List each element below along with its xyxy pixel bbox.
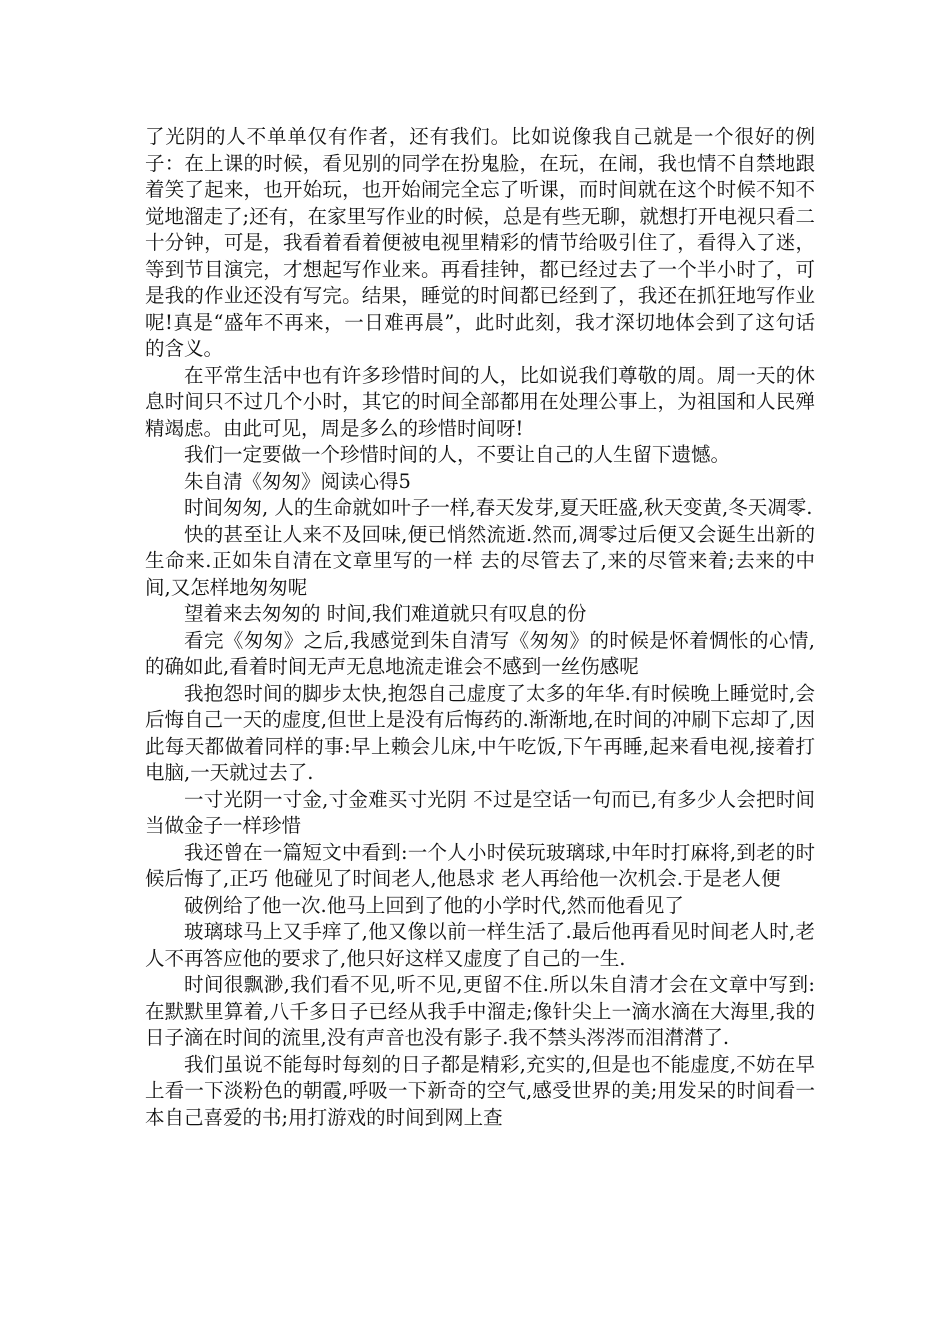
paragraph-6: 望着来去匆匆的 时间,我们难道就只有叹息的份 (184, 602, 587, 625)
paragraph-11: 破例给了他一次.他马上回到了他的小学时代,然而他看见了 (184, 893, 684, 917)
paragraph-4: 时间匆匆, 人的生命就如叶子一样,春天发芽,夏天旺盛,秋天变黄,冬天凋零. (184, 496, 813, 519)
paragraph-2: 在平常生活中也有许多珍惜时间的人，比如说我们尊敬的周。周一天的休息时间只不过几个小时，其它的时间全部都用在处理公事上，为祖国和人民殚精竭虑。由此可见，周是多么的珍惜时间呀! (145, 363, 815, 440)
paragraph-8: 我抱怨时间的脚步太快,抱怨自己虚度了太多的年华.有时候晚上睡觉时,会后悔自己一天的虚度,但世上是没有后悔药的.渐渐地,在时间的冲刷下忘却了,因此每天都做着同样的事:早上赖会儿床,中午吃饭,下午再睡,起来看电视,接着打电脑,一天就过去了. (145, 681, 815, 784)
paragraph-9: 一寸光阴一寸金,寸金难买寸光阴 不过是空话一句而已,有多少人会把时间当做金子一样珍惜 (145, 787, 815, 837)
section-heading: 朱自清《匆匆》阅读心得5 (184, 469, 411, 493)
paragraph-7: 看完《匆匆》之后,我感觉到朱自清写《匆匆》的时候是怀着惆怅的心情,的确如此,看着时间无声无息地流走谁会不感到一丝伤感呢 (145, 628, 815, 678)
paragraph-1: 了光阴的人不单单仅有作者，还有我们。比如说像我自己就是一个很好的例子：在上课的时候，看见别的同学在扮鬼脸，在玩，在闹，我也情不自禁地跟着笑了起来，也开始玩，也开始闹完全忘了听课，而时间就在这个时候不知不觉地溜走了;还有，在家里写作业的时候，总是有些无聊，就想打开电视只看二十分钟，可是，我看着看着便被电视里精彩的情节给吸引住了，看得入了迷，等到节目演完，才想起写作业来。再看挂钟，都已经过去了一个半小时了，可是我的作业还没有写完。结果，睡觉的时间都已经到了，我还在抓狂地写作业呢!真是“盛年不再来，一日难再晨”，此时此刻，我才深切地体会到了这句话的含义。 (145, 125, 815, 360)
paragraph-3: 我们一定要做一个珍惜时间的人，不要让自己的人生留下遗憾。 (184, 443, 731, 466)
paragraph-14: 我们虽说不能每时每刻的日子都是精彩,充实的,但是也不能虚度,不妨在早上看一下淡粉色的朝霞,呼吸一下新奇的空气,感受世界的美;用发呆的时间看一本自己喜爱的书;用打游戏的时间到网上查 (145, 1052, 815, 1129)
paragraph-12: 玻璃球马上又手痒了,他又像以前一样生活了.最后他再看见时间老人时,老人不再答应他的要求了,他只好这样又虚度了自己的一生. (145, 920, 815, 970)
paragraph-5: 快的甚至让人来不及回味,便已悄然流逝.然而,凋零过后便又会诞生出新的生命来.正如朱自清在文章里写的一样 去的尽管去了,来的尽管来着;去来的中间,又怎样地匆匆呢 (145, 522, 815, 599)
paragraph-13: 时间很飘渺,我们看不见,听不见,更留不住.所以朱自清才会在文章中写到:在默默里算着,八千多日子已经从我手中溜走;像针尖上一滴水滴在大海里,我的日子滴在时间的流里,没有声音也没有影子.我不禁头涔涔而泪潸潸了. (145, 973, 815, 1049)
paragraph-10: 我还曾在一篇短文中看到:一个人小时侯玩玻璃球,中年时打麻将,到老的时候后悔了,正巧 他碰见了时间老人,他恳求 老人再给他一次机会.于是老人便 (145, 840, 815, 890)
article-body (145, 124, 815, 1131)
